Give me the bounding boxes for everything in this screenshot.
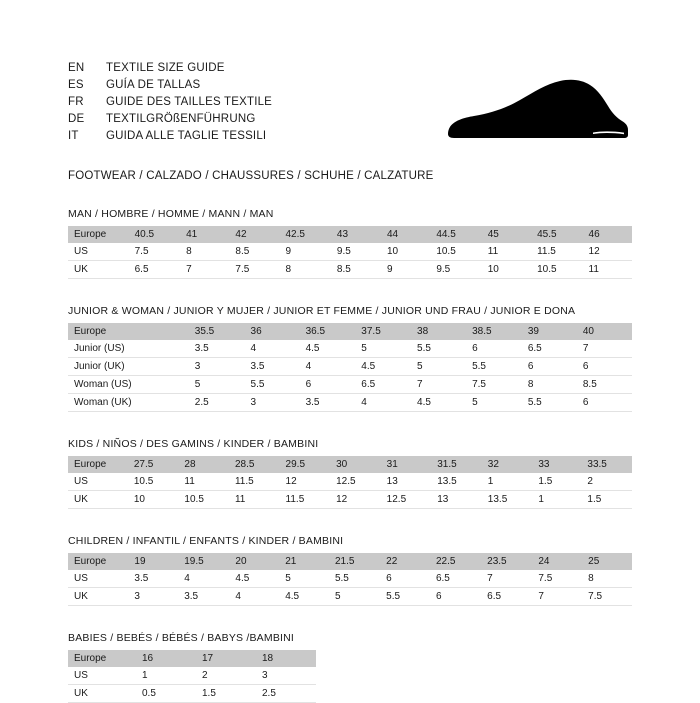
cell: 4 (355, 394, 411, 412)
row-label: US (68, 570, 128, 588)
language-code: ES (68, 79, 84, 91)
cell: 23.5 (481, 553, 532, 570)
cell: 6 (430, 588, 481, 606)
cell: 12 (280, 473, 331, 491)
size-table-children (68, 553, 632, 606)
cell: 8 (279, 261, 330, 279)
row-label: Junior (US) (68, 340, 135, 358)
cell: 3 (245, 394, 300, 412)
table-row (68, 323, 632, 340)
row-label: Junior (UK) (68, 358, 135, 376)
row-label: Europe (68, 456, 128, 473)
cell: 13.5 (431, 473, 482, 491)
cell: 40 (577, 323, 632, 340)
cell: 3.5 (300, 394, 356, 412)
language-row (68, 111, 272, 128)
cell: 25 (582, 553, 632, 570)
cell: 12 (583, 243, 632, 261)
size-block-children (68, 535, 632, 606)
language-title: GUÍA DE TALLAS (106, 79, 201, 91)
cell: 22.5 (430, 553, 481, 570)
cell: 3.5 (189, 340, 245, 358)
cell: 18 (256, 650, 316, 667)
table-row (68, 570, 632, 588)
cell: 4.5 (411, 394, 466, 412)
cell: 6 (300, 376, 356, 394)
cell: 3.5 (178, 588, 229, 606)
row-label: US (68, 667, 136, 685)
category-title: FOOTWEAR / CALZADO / CHAUSSURES / SCHUHE / CALZATURE (68, 170, 434, 182)
cell: 3 (128, 588, 178, 606)
cell: 7.5 (466, 376, 522, 394)
cell: 6.5 (355, 376, 411, 394)
cell: 9 (381, 261, 430, 279)
size-table-junior-woman (68, 323, 632, 412)
language-code: IT (68, 130, 79, 142)
cell: 12.5 (381, 491, 432, 509)
cell: 9.5 (430, 261, 481, 279)
size-table-man (68, 226, 632, 279)
cell: 36.5 (300, 323, 356, 340)
row-label: UK (68, 491, 128, 509)
cell: 5 (329, 588, 380, 606)
cell: 7 (577, 340, 632, 358)
cell: 6 (466, 340, 522, 358)
cell: 24 (532, 553, 582, 570)
size-table-kids (68, 456, 632, 509)
cell: 6 (577, 358, 632, 376)
cell: 13.5 (482, 491, 533, 509)
row-label: Woman (UK) (68, 394, 135, 412)
cell: 11.5 (531, 243, 582, 261)
cell: 6.5 (522, 340, 577, 358)
block-title: MAN / HOMBRE / HOMME / MANN / MAN (68, 208, 274, 220)
cell: 4 (300, 358, 356, 376)
cell: 4.5 (300, 340, 356, 358)
cell: 11 (178, 473, 229, 491)
dress-shoe-icon (440, 72, 630, 152)
cell: 13 (431, 491, 482, 509)
cell: 32 (482, 456, 533, 473)
cell: 42 (229, 226, 279, 243)
cell: 4.5 (229, 570, 279, 588)
block-title: KIDS / NIÑOS / DES GAMINS / KINDER / BAMBINI (68, 438, 319, 450)
cell: 10.5 (430, 243, 481, 261)
cell: 21 (279, 553, 329, 570)
cell: 28 (178, 456, 229, 473)
table-row (68, 456, 632, 473)
cell: 10.5 (128, 473, 179, 491)
cell: 5 (411, 358, 466, 376)
cell: 1 (482, 473, 533, 491)
cell: 10 (381, 243, 430, 261)
cell: 28.5 (229, 456, 280, 473)
table-row (68, 588, 632, 606)
cell: 1.5 (196, 685, 256, 703)
cell: 12.5 (330, 473, 381, 491)
language-title: GUIDE DES TAILLES TEXTILE (106, 96, 273, 108)
cell: 4.5 (355, 358, 411, 376)
table-row (68, 358, 632, 376)
cell: 3.5 (128, 570, 178, 588)
cell: 19.5 (178, 553, 229, 570)
language-row (68, 60, 272, 77)
cell: 4 (245, 340, 300, 358)
cell: 45 (482, 226, 531, 243)
cell: 2 (196, 667, 256, 685)
cell: 9.5 (331, 243, 381, 261)
language-list (68, 60, 272, 145)
cell (135, 340, 188, 358)
cell: 5.5 (245, 376, 300, 394)
cell: 17 (196, 650, 256, 667)
cell: 8.5 (229, 243, 279, 261)
cell: 3.5 (245, 358, 300, 376)
cell: 7 (532, 588, 582, 606)
cell: 5 (279, 570, 329, 588)
row-label: UK (68, 588, 128, 606)
cell: 7 (481, 570, 532, 588)
block-title: CHILDREN / INFANTIL / ENFANTS / KINDER / BAMBINI (68, 535, 344, 547)
table-row (68, 261, 632, 279)
table-row (68, 491, 632, 509)
cell: 31 (381, 456, 432, 473)
table-row (68, 553, 632, 570)
cell: 31.5 (431, 456, 482, 473)
cell: 8 (522, 376, 577, 394)
cell: 7.5 (129, 243, 180, 261)
cell: 4.5 (279, 588, 329, 606)
cell (135, 358, 188, 376)
cell: 38 (411, 323, 466, 340)
cell: 40.5 (129, 226, 180, 243)
cell: 11.5 (229, 473, 280, 491)
cell: 9 (279, 243, 330, 261)
cell: 2.5 (189, 394, 245, 412)
cell: 8.5 (577, 376, 632, 394)
cell: 6 (380, 570, 430, 588)
cell: 19 (128, 553, 178, 570)
cell: 5 (355, 340, 411, 358)
cell: 1 (136, 667, 196, 685)
cell: 12 (330, 491, 381, 509)
cell: 42.5 (279, 226, 330, 243)
table-row (68, 473, 632, 491)
table-row (68, 340, 632, 358)
cell: 5.5 (329, 570, 380, 588)
table-row (68, 394, 632, 412)
language-row (68, 94, 272, 111)
cell: 7 (411, 376, 466, 394)
table-row (68, 667, 316, 685)
cell: 7 (180, 261, 229, 279)
cell: 1.5 (532, 473, 581, 491)
cell: 5 (189, 376, 245, 394)
cell: 43 (331, 226, 381, 243)
language-title: TEXTILE SIZE GUIDE (106, 62, 225, 74)
size-block-man (68, 208, 632, 279)
row-label: Europe (68, 553, 128, 570)
cell: 45.5 (531, 226, 582, 243)
cell: 21.5 (329, 553, 380, 570)
cell: 30 (330, 456, 381, 473)
cell: 41 (180, 226, 229, 243)
cell: 6 (577, 394, 632, 412)
cell: 22 (380, 553, 430, 570)
cell: 0.5 (136, 685, 196, 703)
cell: 11 (583, 261, 632, 279)
cell: 8.5 (331, 261, 381, 279)
row-label: Europe (68, 323, 135, 340)
cell: 11 (482, 243, 531, 261)
cell: 5 (466, 394, 522, 412)
cell: 11.5 (280, 491, 331, 509)
table-row (68, 650, 316, 667)
table-row (68, 243, 632, 261)
row-label: UK (68, 685, 136, 703)
cell: 4 (178, 570, 229, 588)
cell: 6.5 (481, 588, 532, 606)
cell: 20 (229, 553, 279, 570)
cell: 29.5 (280, 456, 331, 473)
cell: 13 (381, 473, 432, 491)
language-title: GUIDA ALLE TAGLIE TESSILI (106, 130, 267, 142)
cell: 44 (381, 226, 430, 243)
table-row (68, 376, 632, 394)
block-title: BABIES / BEBÉS / BÉBÉS / BABYS /BAMBINI (68, 632, 295, 644)
cell: 1.5 (581, 491, 632, 509)
cell: 6.5 (129, 261, 180, 279)
language-code: EN (68, 62, 85, 74)
cell: 6.5 (430, 570, 481, 588)
block-title: JUNIOR & WOMAN / JUNIOR Y MUJER / JUNIOR ET FEMME / JUNIOR UND FRAU / JUNIOR E DONA (68, 305, 576, 317)
language-row (68, 128, 272, 145)
cell (135, 323, 188, 340)
cell: 37.5 (355, 323, 411, 340)
cell: 8 (180, 243, 229, 261)
cell: 10 (128, 491, 179, 509)
cell: 27.5 (128, 456, 179, 473)
cell: 5.5 (380, 588, 430, 606)
cell: 2.5 (256, 685, 316, 703)
row-label: Europe (68, 650, 136, 667)
size-table-babies (68, 650, 316, 703)
cell: 10 (482, 261, 531, 279)
cell: 7.5 (582, 588, 632, 606)
cell: 2 (581, 473, 632, 491)
cell: 36 (245, 323, 300, 340)
cell: 39 (522, 323, 577, 340)
table-row (68, 226, 632, 243)
row-label: US (68, 243, 129, 261)
cell: 10.5 (531, 261, 582, 279)
row-label: UK (68, 261, 129, 279)
cell: 7.5 (532, 570, 582, 588)
cell: 3 (189, 358, 245, 376)
cell: 5.5 (522, 394, 577, 412)
language-row (68, 77, 272, 94)
row-label: Woman (US) (68, 376, 135, 394)
cell: 1 (532, 491, 581, 509)
language-code: DE (68, 113, 85, 125)
cell (135, 376, 188, 394)
size-block-kids (68, 438, 632, 509)
cell: 5.5 (411, 340, 466, 358)
size-block-junior-woman (68, 305, 632, 412)
cell: 6 (522, 358, 577, 376)
cell: 3 (256, 667, 316, 685)
cell: 5.5 (466, 358, 522, 376)
language-title: TEXTILGRÖßENFÜHRUNG (106, 113, 256, 125)
language-code: FR (68, 96, 84, 108)
cell: 4 (229, 588, 279, 606)
cell: 33 (532, 456, 581, 473)
cell: 11 (229, 491, 280, 509)
cell: 16 (136, 650, 196, 667)
size-block-babies (68, 632, 632, 703)
row-label: Europe (68, 226, 129, 243)
cell (135, 394, 188, 412)
cell: 8 (582, 570, 632, 588)
cell: 7.5 (229, 261, 279, 279)
row-label: US (68, 473, 128, 491)
cell: 35.5 (189, 323, 245, 340)
cell: 33.5 (581, 456, 632, 473)
cell: 10.5 (178, 491, 229, 509)
cell: 38.5 (466, 323, 522, 340)
header (68, 60, 632, 152)
cell: 44.5 (430, 226, 481, 243)
cell: 46 (583, 226, 632, 243)
